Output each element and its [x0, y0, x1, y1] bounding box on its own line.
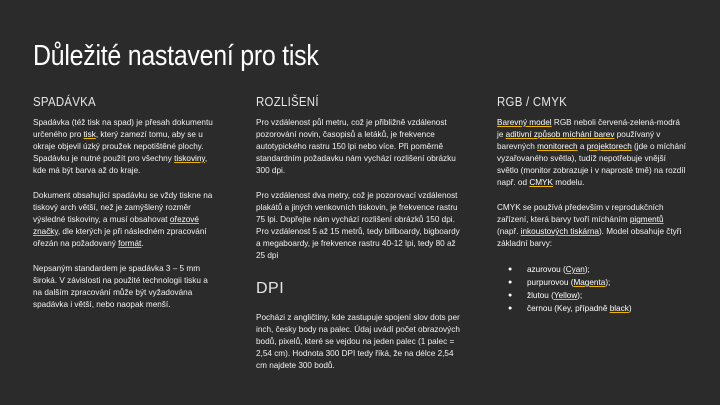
link-yellow[interactable]: Yellow [553, 291, 578, 300]
column-rozliseni [256, 94, 461, 385]
link-projektorech[interactable]: projektorech [586, 142, 632, 151]
link-tiskoviny[interactable]: tiskoviny [174, 154, 205, 163]
link-aditivni[interactable]: aditivní způsob míchání barev [505, 130, 615, 139]
list-item: ● žlutou (Yellow); [511, 289, 687, 302]
list-item: ● azurovou (Cyan); [511, 263, 687, 276]
paragraph: Spadávka (též tisk na spad) je přesah dokumentu určeného pro tisk, který zamezí tomu, aby se u okraje objevil úzký proužek nepotištěné plochy. Spadávku je nutné použít pro všechny tiskoviny, kde má být barva až do kraje. [33, 118, 213, 175]
link-black[interactable]: black [609, 304, 629, 313]
link-orezove-znacky[interactable]: ořezové značky [33, 215, 199, 236]
heading-dpi: DPI [256, 280, 285, 297]
heading-rgb-cmyk: RGB / CMYK [497, 94, 568, 109]
link-barevny-model[interactable]: Barevný model [497, 118, 552, 127]
heading-rozliseni: ROZLIŠENÍ [256, 94, 319, 109]
slide-title: Důležité nastavení pro tisk [33, 40, 319, 72]
link-monitorech[interactable]: monitorech [537, 142, 578, 151]
link-format[interactable]: formát [118, 239, 142, 248]
list-item: ● purpurovou (Magenta); [511, 276, 687, 289]
link-cmyk[interactable]: CMYK [529, 178, 553, 187]
link-cyan[interactable]: Cyan [565, 265, 585, 274]
paragraph: Barevný model RGB neboli červená-zelená-modrá je aditivní způsob míchání barev používaný v barevných monitorech a projektorech (jde o míchání vyzařovaného světla), tudíž nepotřebuje vnější světlo (monitor zobrazuje i v naprosté tmě) na rozdíl např. od CMYK modelu. [497, 118, 686, 187]
heading-spadavka: SPADÁVKA [33, 94, 96, 109]
paragraph: Pro vzdálenost půl metru, což je přibližně vzdálenost pozorování novin, časopisů a letáků, je frekvence autotypického rastru 150 lpi nebo více. Při poměrně standardním požadavku nám vychází rozlišení obrázku 300 dpi. [256, 118, 456, 175]
column-spadavka [33, 94, 215, 324]
paragraph: Pro vzdálenost dva metry, což je pozorovací vzdálenost plakátů a jiných venkovních tiskovin, je frekvence rastru 75 lpi. Dopřejte nám vychází rozlišení obrázků 150 dpi. Pro vzdálenost 5 až 15 metrů, tedy billboardy, bigboardy a megaboardy, je frekvence rastru 40-12 lpi, tedy 80 až 25 dpi [256, 191, 460, 260]
paragraph: CMYK se používá především v reprodukčních zařízení, která barvy tvoří mícháním pigmentů (např. inkoustových tiskárna). Model obsahuje čtyři základní barvy: [497, 203, 682, 248]
link-magenta[interactable]: Magenta [573, 278, 606, 287]
link-tiskarna[interactable]: inkoustových tiskárna [520, 227, 599, 236]
paragraph: Dokument obsahující spadávku se vždy tiskne na tiskový arch větší, než je zamýšlený rozměr výsledné tiskoviny, a musí obsahovat ořezové značky, dle kterých je při následném zpracování ořezán na požadovaný formát. [33, 191, 213, 248]
column-rgb-cmyk [497, 94, 687, 315]
paragraph: Nepsaným standardem je spadávka 3 – 5 mm široká. V závislosti na použité technologii tisku a na dalším zpracování může být vyžadována spadávka i větší, nebo naopak menší. [33, 264, 208, 309]
link-pigmentu[interactable]: pigmentů [629, 215, 664, 224]
cmyk-list [497, 263, 687, 315]
link-tisk[interactable]: tisk [83, 130, 96, 139]
paragraph: Pocházi z angličtiny, kde zastupuje spojení slov dots per inch, česky body na palec. Údaj uvádí počet obrazových bodů, pixelů, které se vejdou na jeden palec (1 palec = 2,54 cm). Hodnota 300 DPI tedy říká, že na délce 2,54 cm najdete 300 bodů. [256, 313, 460, 370]
list-item: ● černou (Key, případně black) [511, 302, 687, 315]
